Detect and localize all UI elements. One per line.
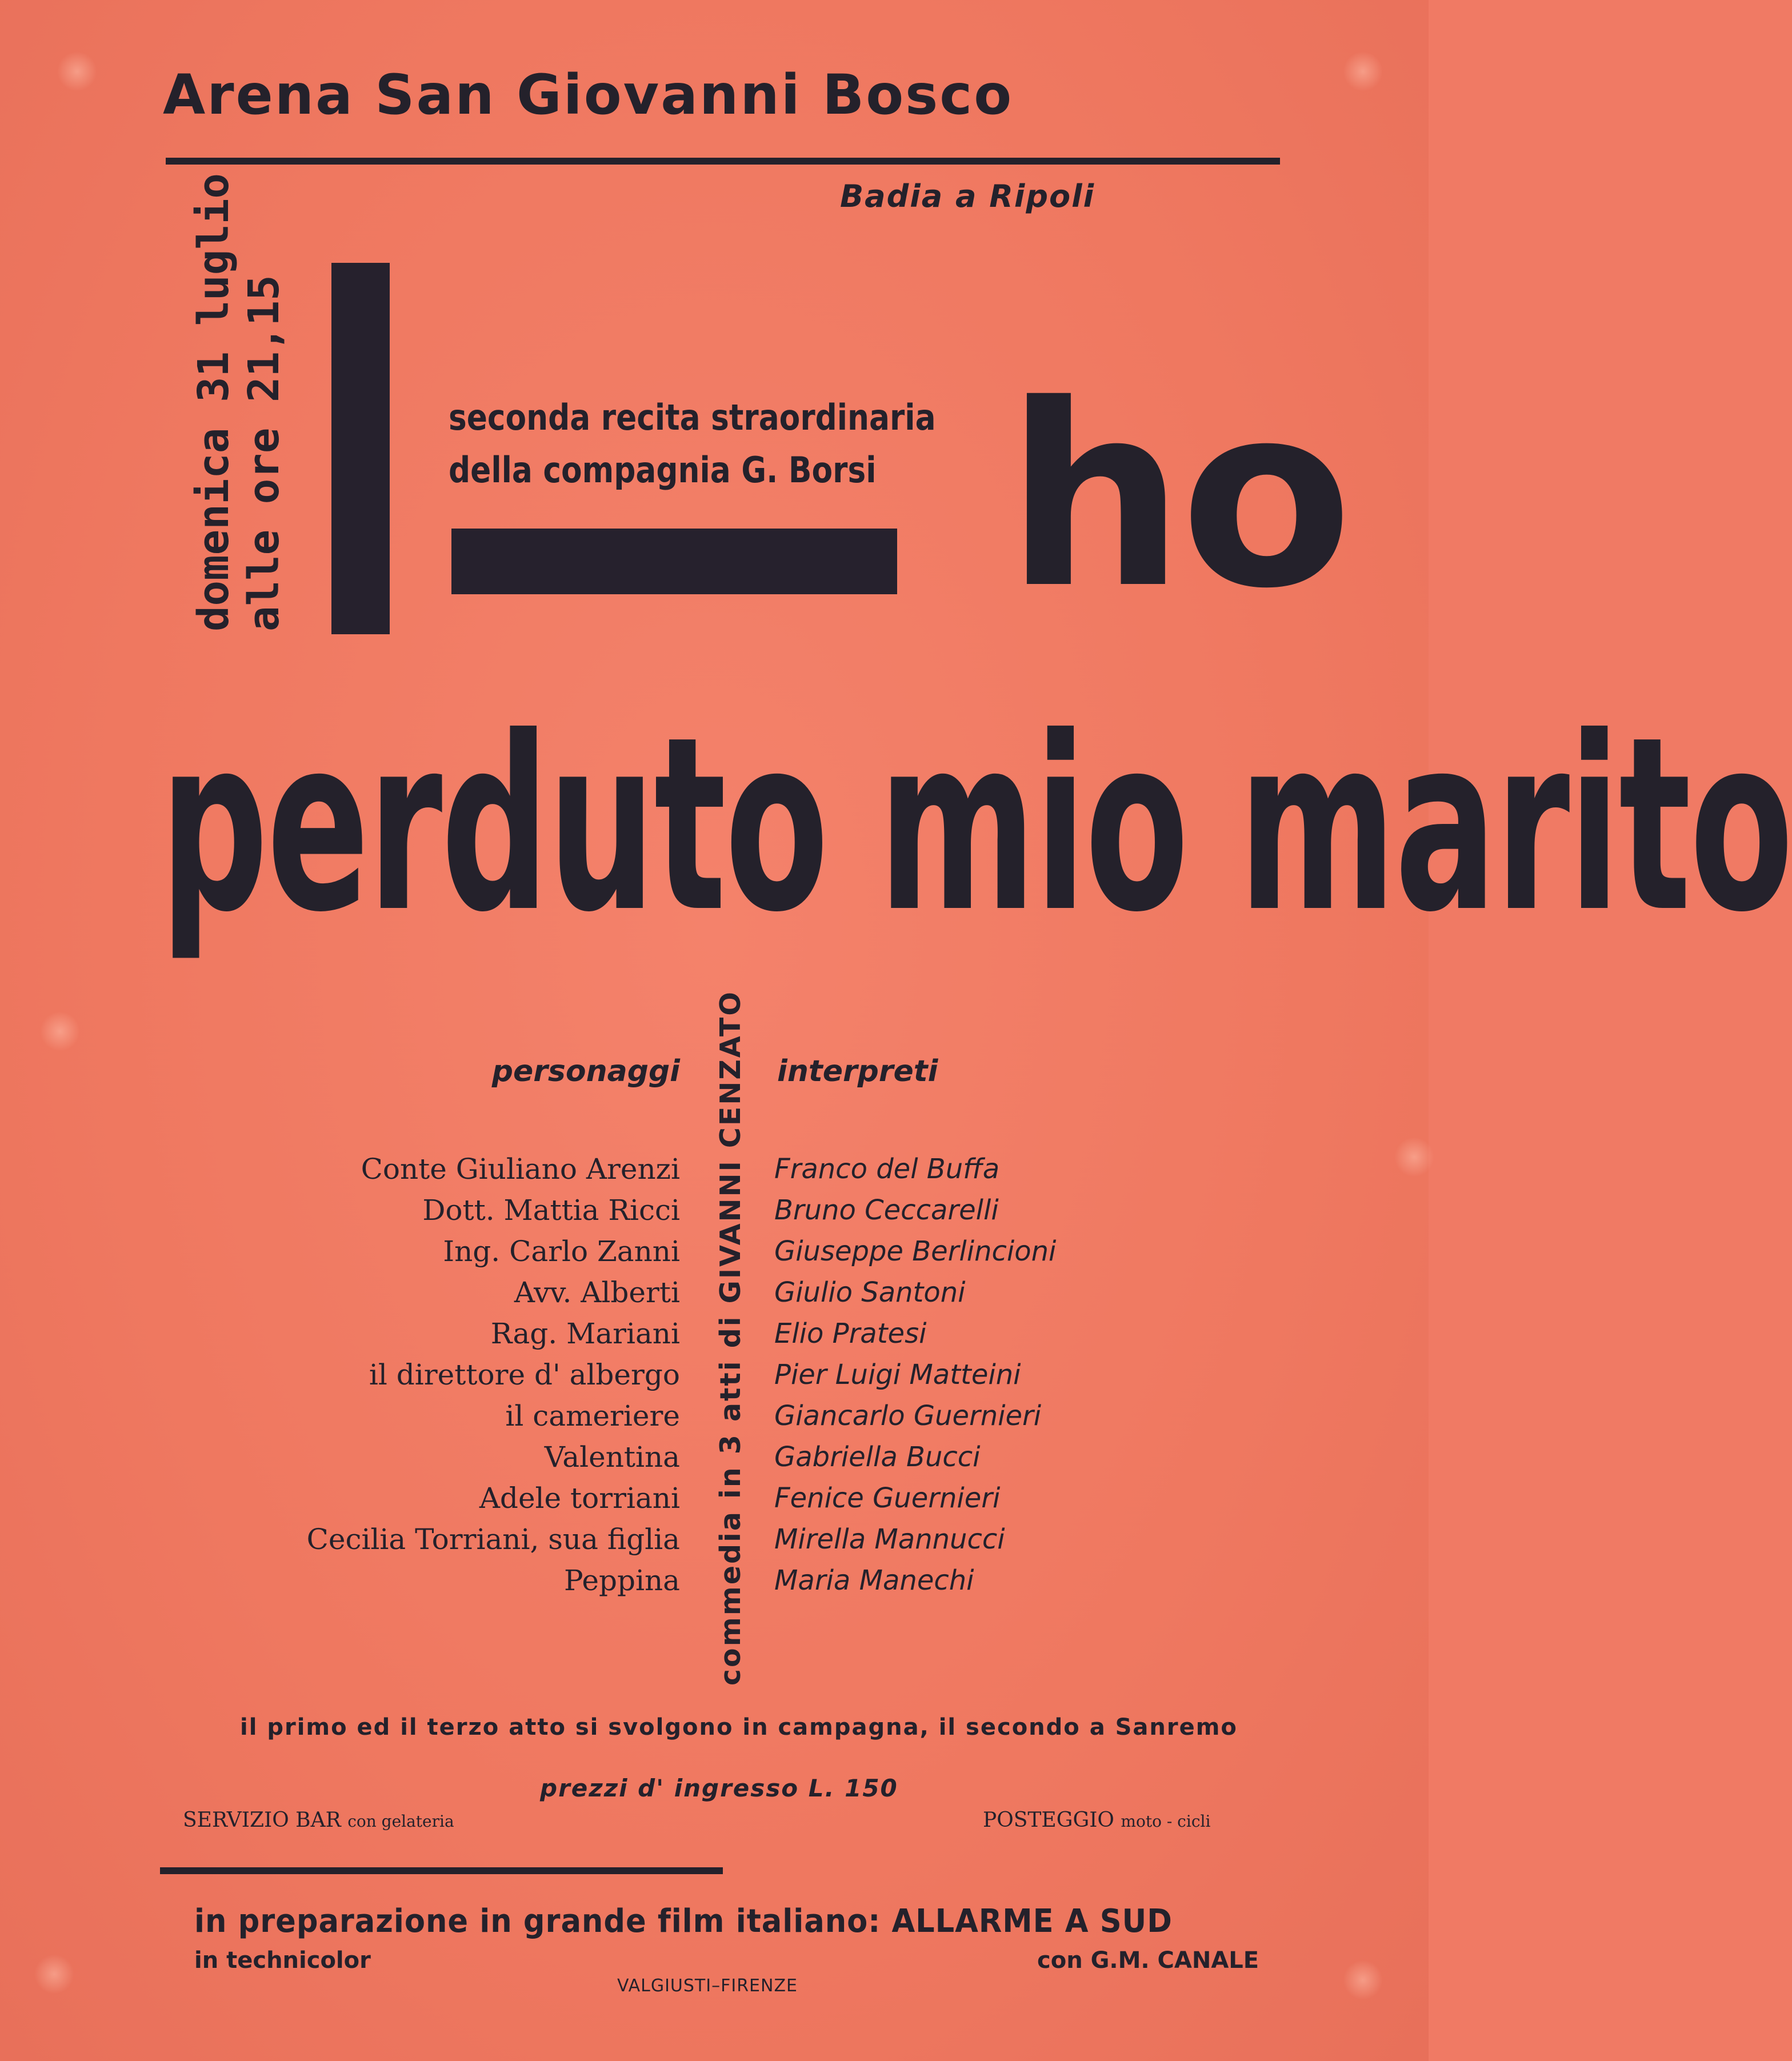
horizontal-graphic-bar: [451, 529, 897, 594]
date-line: domenica 31 luglio: [189, 173, 238, 631]
performer-name: Franco del Buffa: [774, 1153, 1000, 1185]
film-promo: in preparazione in grande film italiano: ALLARME A SUD: [194, 1903, 1173, 1940]
pin-hole-decoration: [34, 1954, 74, 1994]
character-name: Valentina: [544, 1440, 680, 1474]
vertical-graphic-bar: [331, 263, 390, 634]
characters-header: personaggi: [491, 1054, 680, 1088]
performer-name: Giulio Santoni: [774, 1276, 966, 1308]
character-name: Ing. Carlo Zanni: [443, 1235, 680, 1268]
author-credit-vertical: commedia in 3 atti di GIVANNI CENZATO: [714, 990, 747, 1686]
time-line: alle ore 21,15: [239, 275, 289, 631]
performer-name: Pier Luigi Matteini: [774, 1359, 1021, 1391]
pin-hole-decoration: [1343, 1960, 1383, 2000]
performer-name: Gabriella Bucci: [774, 1441, 981, 1473]
top-divider: [166, 158, 1280, 165]
bar-service-suffix: con gelateria: [347, 1812, 454, 1831]
title-word-ho: ho: [1006, 351, 1349, 643]
character-list: [307, 1148, 680, 1601]
character-name: Adele torriani: [479, 1482, 680, 1515]
performer-name: Elio Pratesi: [774, 1318, 927, 1350]
printer-credit: VALGIUSTI–FIRENZE: [617, 1976, 798, 1996]
venue-title: Arena San Giovanni Bosco: [163, 63, 1014, 127]
promo-cast-credit: con G.M. CANALE: [1037, 1947, 1259, 1974]
parking-suffix: moto - cicli: [1121, 1812, 1211, 1831]
bottom-divider: [160, 1867, 723, 1874]
subtitle-line: seconda recita straordinaria: [449, 397, 936, 438]
subtitle-line: della compagnia G. Borsi: [449, 449, 877, 491]
character-name: Dott. Mattia Ricci: [422, 1194, 680, 1227]
pin-hole-decoration: [1394, 1137, 1434, 1177]
performer-list: [774, 1148, 1056, 1601]
performer-name: Fenice Guernieri: [774, 1482, 1001, 1514]
character-name: Rag. Mariani: [490, 1317, 680, 1350]
technicolor-note: in technicolor: [194, 1947, 371, 1974]
performer-name: Maria Manechi: [774, 1564, 974, 1596]
character-name: il direttore d' albergo: [369, 1358, 680, 1391]
company-subtitle: [449, 391, 936, 497]
pin-hole-decoration: [1343, 51, 1383, 91]
performer-name: Giancarlo Guernieri: [774, 1400, 1042, 1432]
performer-name: Mirella Mannucci: [774, 1523, 1005, 1555]
character-name: Conte Giuliano Arenzi: [361, 1152, 680, 1186]
performer-name: Giuseppe Berlincioni: [774, 1235, 1057, 1267]
parking-info: [983, 1808, 1210, 1832]
location-subtitle: Badia a Ripoli: [840, 178, 1095, 214]
pin-hole-decoration: [40, 1011, 80, 1051]
performer-name: Bruno Ceccarelli: [774, 1194, 999, 1226]
character-name: Cecilia Torriani, sua figlia: [306, 1523, 680, 1556]
play-title: perduto mio marito: [160, 686, 1792, 965]
parking-label: POSTEGGIO: [983, 1808, 1114, 1832]
ticket-price: prezzi d' ingresso L. 150: [540, 1774, 898, 1802]
character-name: Avv. Alberti: [514, 1276, 680, 1309]
character-name: Peppina: [563, 1564, 680, 1597]
pin-hole-decoration: [57, 51, 97, 91]
bar-service-label: SERVIZIO BAR: [183, 1808, 341, 1832]
bar-service-info: [183, 1808, 454, 1832]
setting-note: il primo ed il terzo atto si svolgono in campagna, il secondo a Sanremo: [240, 1714, 1238, 1740]
character-name: il cameriere: [505, 1399, 680, 1432]
performers-header: interpreti: [777, 1054, 938, 1088]
